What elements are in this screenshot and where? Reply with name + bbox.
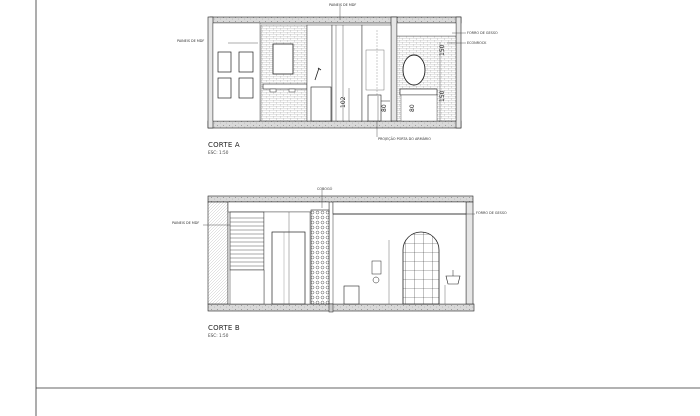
label-paineis-top: PAINEIS DE MDF xyxy=(329,3,357,7)
section-b-left-wall xyxy=(208,202,228,304)
door xyxy=(272,232,305,304)
label-forro-b: FORRO DE GESSO xyxy=(476,211,507,215)
label-projecao: PROJEÇÃO PORTA DO ARMÁRIO xyxy=(378,137,431,141)
section-b-floor-slab xyxy=(208,304,474,311)
dim-80-right: 80 xyxy=(409,104,416,112)
label-econrock: ECONROCK xyxy=(467,41,487,45)
label-forro-a: FORRO DE GESSO xyxy=(467,31,498,35)
section-a-right-wall xyxy=(456,17,461,128)
mdf-panel-striped xyxy=(230,212,264,270)
section-a-title: CORTE A xyxy=(208,141,240,149)
section-a-scale: ESC: 1:50 xyxy=(208,150,229,155)
section-a-roof-slab xyxy=(210,17,461,23)
cobogo-wall xyxy=(311,210,329,304)
section-b-right-wall xyxy=(466,202,473,304)
section-a-floor-slab xyxy=(208,121,461,128)
dim-150-top: 150 xyxy=(439,44,446,56)
oval-mirror xyxy=(403,55,425,85)
section-a-drawing xyxy=(208,6,466,137)
section-b-title: CORTE B xyxy=(208,324,240,332)
mirror xyxy=(273,44,293,74)
shower-glass xyxy=(403,232,439,304)
section-b-drawing xyxy=(203,190,475,312)
label-paineis-left: PAINEIS DE MDF xyxy=(177,39,205,43)
dim-150-bottom: 150 xyxy=(439,90,446,102)
section-b-scale: ESC: 1:50 xyxy=(208,333,229,338)
label-paineis-b: PAINEIS DE MDF xyxy=(172,221,200,225)
label-cobogo: COBOGÓ xyxy=(317,187,333,191)
dim-102: 102 xyxy=(340,96,347,108)
section-b-roof-slab xyxy=(208,196,473,202)
section-a-left-wall xyxy=(208,17,213,128)
section-a-mid-wall xyxy=(391,17,397,121)
dim-80-left: 80 xyxy=(381,104,388,112)
